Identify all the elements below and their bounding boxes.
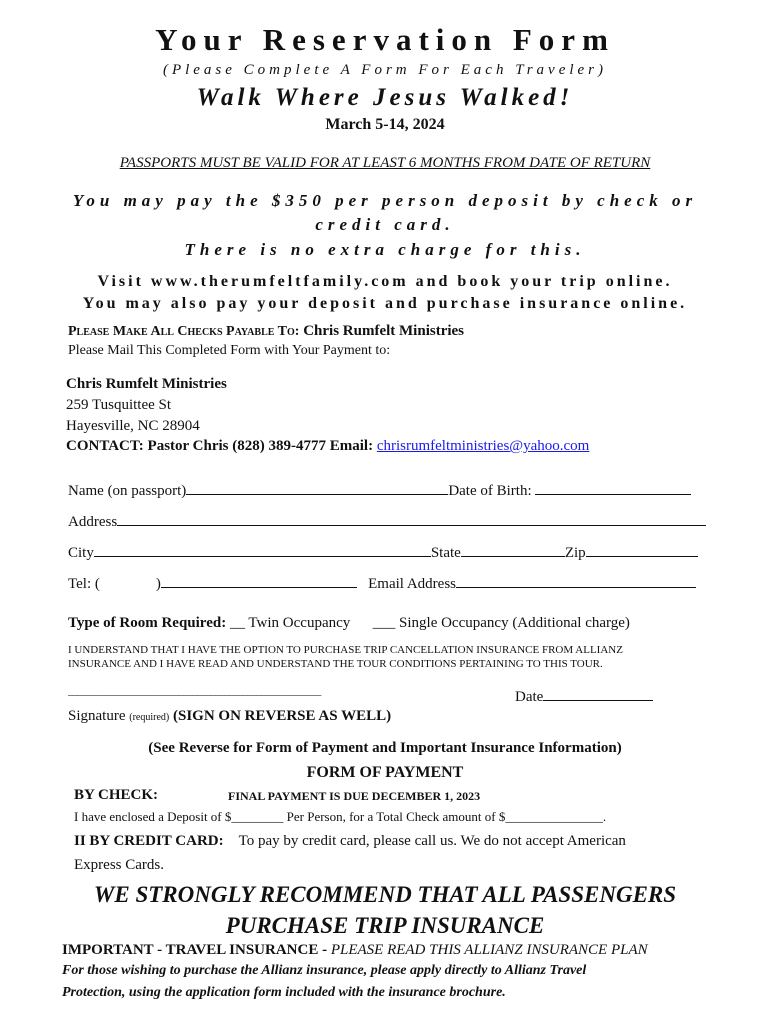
- email-label: Email Address: [368, 576, 457, 592]
- city-label: City: [68, 545, 94, 561]
- address-row: [68, 511, 706, 531]
- credit-card-label: II BY CREDIT CARD:: [74, 833, 224, 849]
- dob-label: Date of Birth:: [448, 483, 532, 499]
- tour-tagline: Walk Where Jesus Walked!: [196, 84, 574, 111]
- important-insurance-row: [62, 942, 648, 959]
- city-field[interactable]: [94, 542, 431, 557]
- tel-paren: ): [155, 576, 161, 592]
- insurance-recommend-line2: PURCHASE TRIP INSURANCE: [225, 913, 545, 938]
- insurance-recommend-line1: WE STRONGLY RECOMMEND THAT ALL PASSENGERS: [93, 882, 677, 907]
- contact-line: [66, 438, 589, 455]
- visit-notice-line2: You may also pay your deposit and purchase insurance online.: [82, 295, 688, 312]
- signature-reverse: (SIGN ON REVERSE AS WELL): [172, 708, 392, 724]
- deposit-notice-line3: There is no extra charge for this.: [184, 240, 586, 259]
- mailing-org: Chris Rumfelt Ministries: [66, 376, 227, 392]
- signature-required: (required): [129, 712, 170, 723]
- by-check-label: BY CHECK:: [74, 787, 159, 803]
- signature-field[interactable]: _______________________________________________________: [68, 686, 322, 697]
- important-label: IMPORTANT - TRAVEL INSURANCE -: [62, 942, 328, 958]
- visit-notice-line1: Visit www.therumfeltfamily.com and book your trip online.: [97, 273, 673, 290]
- date-label: Date: [515, 689, 544, 705]
- passport-notice: PASSPORTS MUST BE VALID FOR AT LEAST 6 MONTHS FROM DATE OF RETURN: [119, 155, 651, 171]
- name-row: [68, 480, 691, 500]
- important-plan: PLEASE READ THIS ALLIANZ INSURANCE PLAN: [330, 942, 648, 958]
- page-subtitle: (Please Complete A Form For Each Traveler): [162, 62, 608, 78]
- deposit-notice-line1: You may pay the $350 per person deposit by check or: [72, 191, 698, 210]
- see-reverse-note: (See Reverse for Form of Payment and Important Insurance Information): [148, 740, 622, 756]
- page-title: Your Reservation Form: [155, 22, 615, 57]
- tour-dates: March 5-14, 2024: [325, 116, 445, 133]
- tel-label: Tel: (: [68, 576, 100, 592]
- final-payment-due: FINAL PAYMENT IS DUE DECEMBER 1, 2023: [228, 789, 481, 803]
- date-row: [515, 686, 653, 706]
- mail-instruction: Please Mail This Completed Form with Your Payment to:: [68, 343, 391, 358]
- deposit-enclosed-line: I have enclosed a Deposit of $________ Per Person, for a Total Check amount of $_______________.: [74, 809, 607, 824]
- tel-field[interactable]: [161, 573, 357, 588]
- name-label: Name (on passport): [68, 483, 187, 499]
- credit-card-row: [74, 833, 626, 850]
- email-field[interactable]: [456, 573, 696, 588]
- credit-card-text: To pay by credit card, please call us. We do not accept American: [238, 833, 626, 849]
- zip-field[interactable]: [586, 542, 698, 557]
- deposit-notice-line2: credit card.: [315, 215, 455, 234]
- name-field[interactable]: [186, 480, 448, 495]
- contact-email-link[interactable]: chrisrumfeltministries@yahoo.com: [376, 438, 590, 454]
- state-field[interactable]: [461, 542, 565, 557]
- signature-label: Signature: [68, 708, 126, 724]
- room-row: [68, 615, 630, 632]
- payable-name: Chris Rumfelt Ministries: [303, 323, 465, 339]
- insurance-note-line1: For those wishing to purchase the Allianz insurance, please apply directly to Allianz Travel: [62, 963, 587, 978]
- signature-row: [68, 708, 391, 725]
- understand-line1: I UNDERSTAND THAT I HAVE THE OPTION TO PURCHASE TRIP CANCELLATION INSURANCE FROM ALLIANZ: [68, 644, 623, 656]
- payment-heading: FORM OF PAYMENT: [306, 764, 464, 781]
- room-label: Type of Room Required:: [68, 615, 227, 631]
- date-field[interactable]: [543, 686, 653, 701]
- zip-label: Zip: [564, 545, 586, 561]
- payable-label: Please Make All Checks Payable To:: [68, 324, 300, 339]
- room-twin-option[interactable]: __ Twin Occupancy: [229, 615, 351, 631]
- dob-field[interactable]: [535, 480, 691, 495]
- address-label: Address: [68, 514, 118, 530]
- tel-row: [68, 573, 696, 593]
- insurance-note-line2: Protection, using the application form included with the insurance brochure.: [62, 985, 506, 1000]
- mailing-city: Hayesville, NC 28904: [66, 418, 200, 434]
- understand-line2: INSURANCE AND I HAVE READ AND UNDERSTAND THE TOUR CONDITIONS PERTAINING TO THIS TOUR.: [68, 658, 603, 670]
- credit-card-text2: Express Cards.: [74, 857, 164, 873]
- mailing-street: 259 Tusquittee St: [66, 397, 172, 413]
- city-row: [68, 542, 698, 562]
- state-label: State: [430, 545, 461, 561]
- payable-to: [68, 323, 464, 340]
- address-field[interactable]: [117, 511, 706, 526]
- room-single-option[interactable]: ___ Single Occupancy (Additional charge): [372, 615, 630, 631]
- contact-label: CONTACT: Pastor Chris (828) 389-4777 Email:: [66, 438, 374, 454]
